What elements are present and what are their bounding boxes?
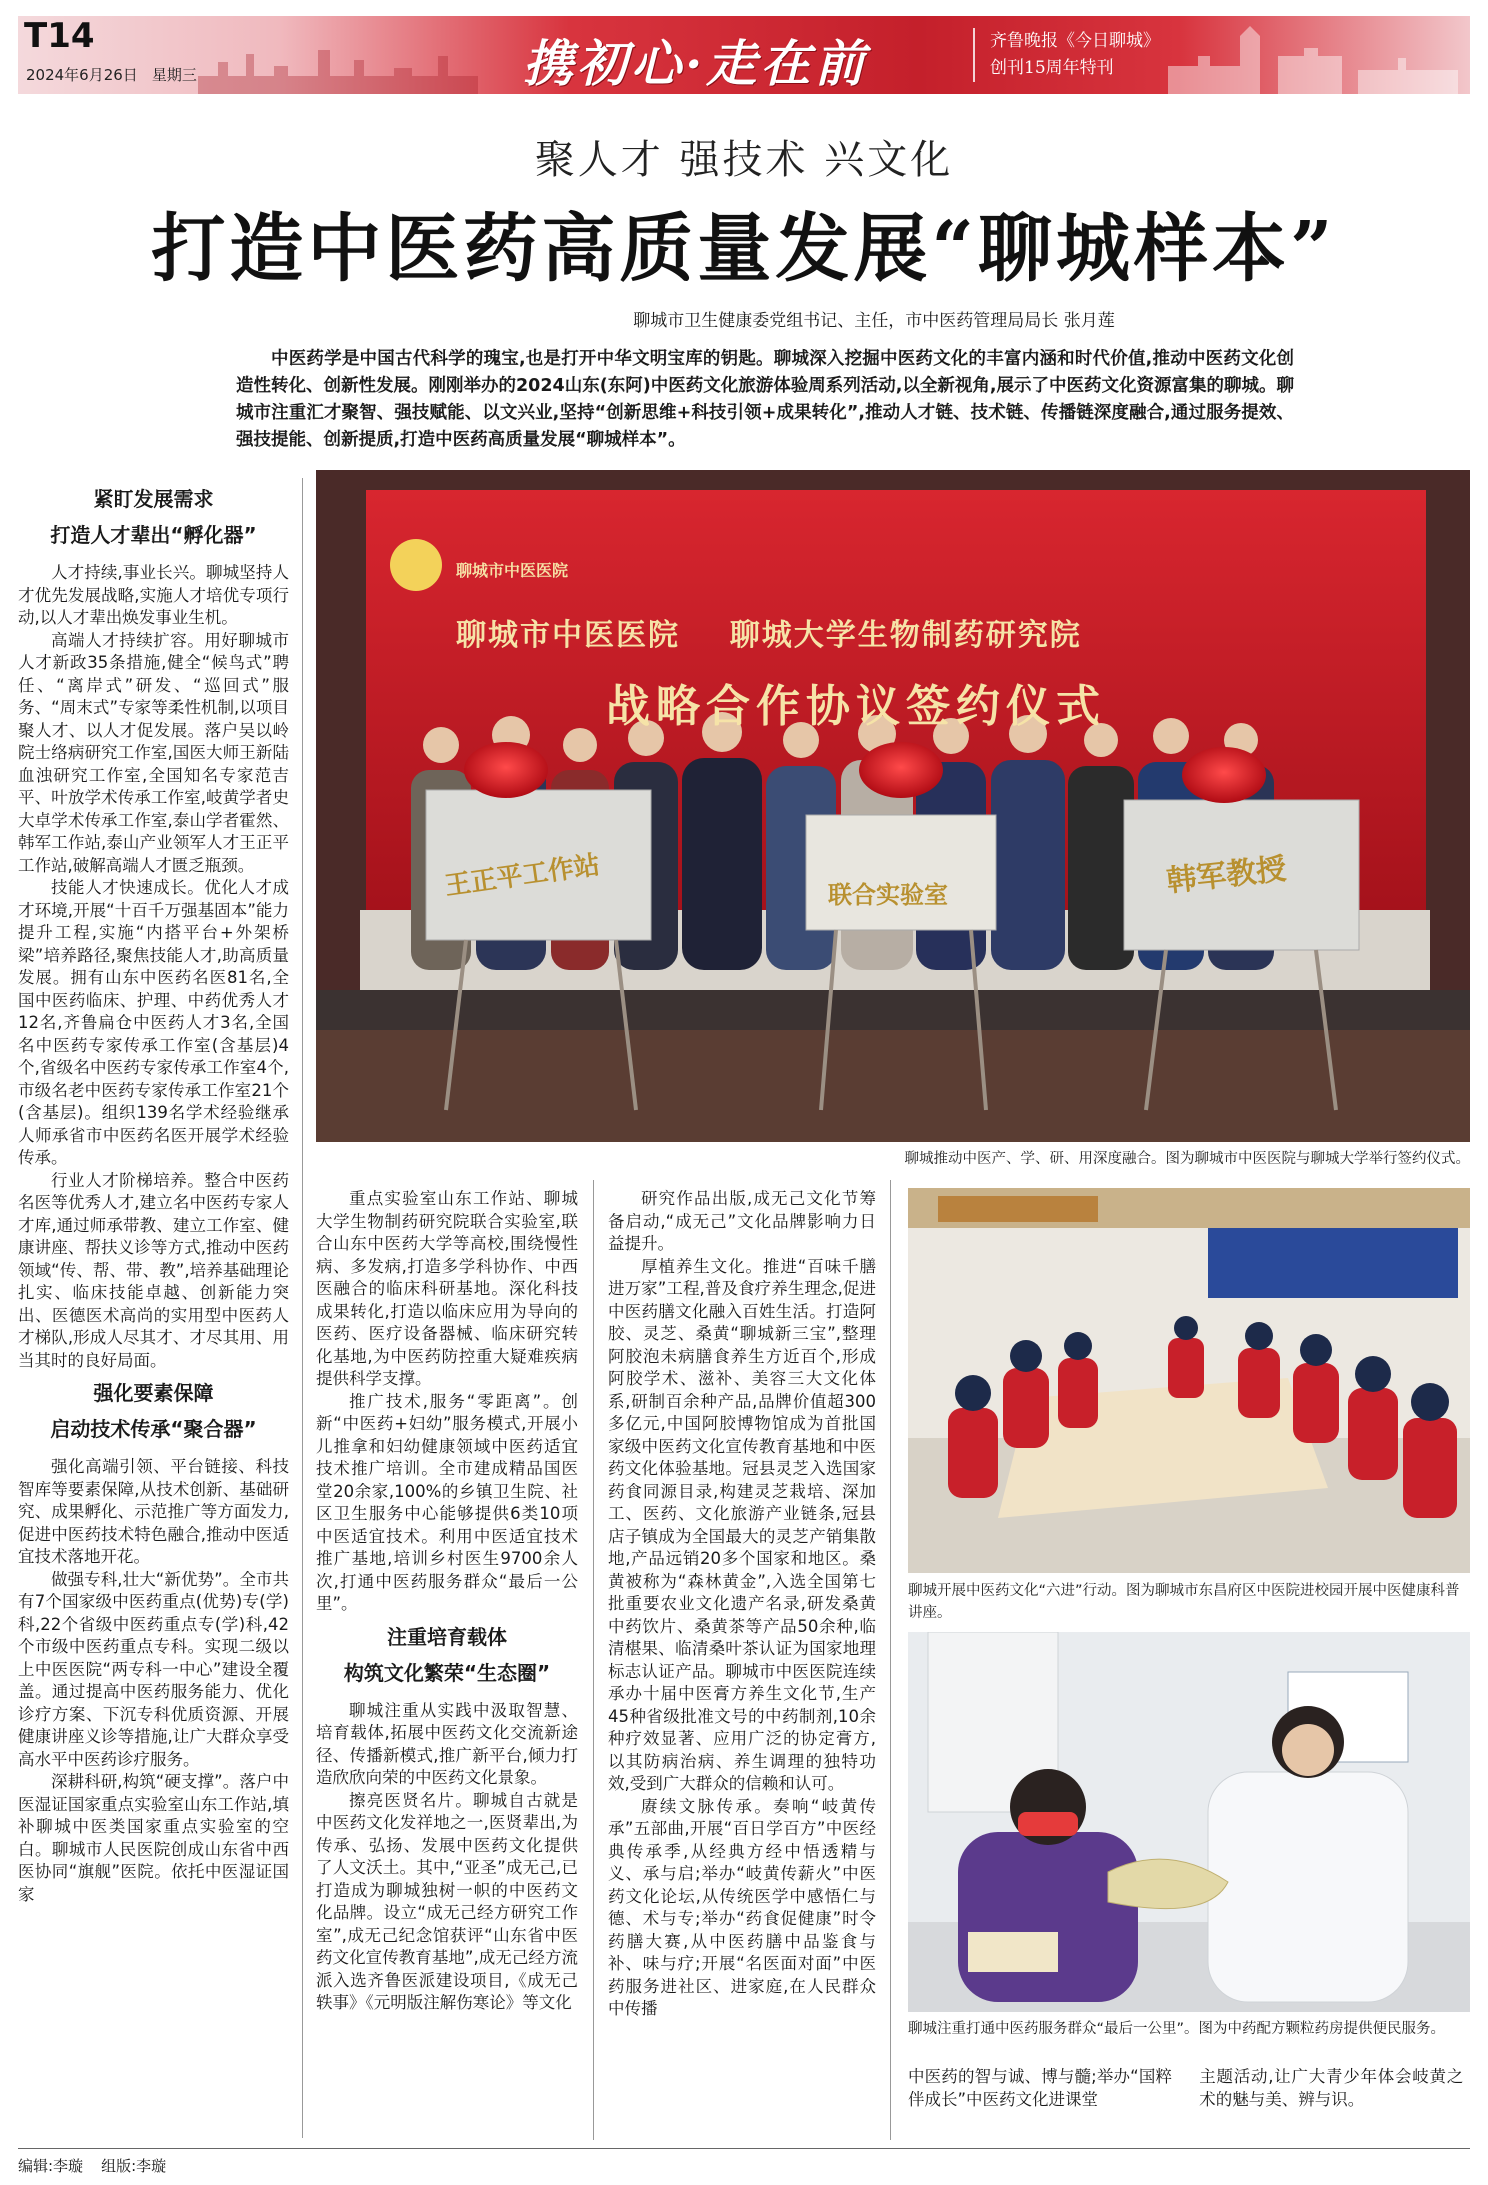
paragraph: 重点实验室山东工作站、聊城大学生物制药研究院联合实验室,联合山东中医药大学等高校,围绕慢性病、多发病,打造多学科协作、中西医融合的临床科研基地。深化科技成果转化,打造以临床应用为导向的医药、医疗设备器械、临床研究转化基地,为中医药防控重大疑难疾病提供科学支撑。: [316, 1189, 578, 1388]
plaque-right-text: 韩军教授: [1164, 851, 1288, 900]
column-divider: [302, 478, 303, 2138]
banner-divider: [973, 28, 975, 82]
plaque-middle-text: 联合实验室: [828, 880, 948, 909]
city-skyline-graphic: [198, 46, 478, 94]
section-2-heading-line1: 强化要素保障: [93, 1381, 214, 1405]
paragraph: 高端人才持续扩容。用好聊城市人才新政35条措施,健全“候鸟式”聘任、“离岸式”研发、“巡回式”服务、“周末式”专家等柔性机制,以项目聚人才、以人才促发展。落户吴以岭院士络病研究工作室,国医大师王新陆血浊研究工作室,全国知名专家范吉平、叶放学术传承工作室,岐黄学者史大卓学术传承工作室,泰山学者霍然、韩军工作站,泰山产业领军人才王正平工作站,破解高端人才匮乏瓶颈。: [18, 630, 289, 875]
section-1-heading-line1: 紧盯发展需求: [93, 487, 214, 511]
column-divider: [593, 1180, 594, 2140]
classroom-lecture-photo: [908, 1188, 1470, 1573]
publication-info: [990, 28, 1160, 82]
article-lead: 中医药学是中国古代科学的瑰宝,也是打开中华文明宝库的钥匙。聊城深入挖掘中医药文化的丰富内涵和时代价值,推动中医药文化创造性转化、创新性发展。刚刚举办的2024山东(东阿)中医药文化旅游体验周系列活动,以全新视角,展示了中医药文化资源富集的聊城。聊城市注重汇才聚智、强技赋能、以文兴业,坚持“创新思维+科技引领+成果转化”,推动人才链、技术链、传播链深度融合,通过服务提效、强技提能、创新提质,打造中医药高质量发展“聊城样本”。: [236, 349, 1294, 450]
special-issue-label: 创刊15周年特刊: [990, 58, 1114, 78]
layout-credit: 组版:李璇: [101, 2157, 167, 2175]
page-number: T14: [24, 16, 95, 56]
tower-skyline-graphic: [1168, 26, 1458, 94]
anniversary-slogan: 携初心·走在前: [523, 34, 869, 93]
section-2-heading-line2: 启动技术传承“聚合器”: [50, 1417, 257, 1441]
section-3-heading-line1: 注重培育载体: [387, 1624, 507, 1649]
paragraph: 强化高端引领、平台链接、科技智库等要素保障,从技术创新、基础研究、成果孵化、示范推广等方面发力,促进中医药技术特色融合,推动中医适宜技术落地开花。: [18, 1457, 289, 1566]
paragraph: 聊城注重从实践中汲取智慧、培育载体,拓展中医药文化交流新途径、传播新模式,推广新平台,倾力打造欣欣向荣的中医药文化景象。: [316, 1700, 578, 1787]
plaque-left-text: 王正平工作站: [443, 850, 602, 902]
publication-name: 齐鲁晚报《今日聊城》: [990, 31, 1160, 51]
masthead-banner: [18, 16, 1470, 94]
paragraph: 擦亮医贤名片。聊城自古就是中医药文化发祥地之一,医贤辈出,为传承、弘扬、发展中医药文化提供了人文沃土。其中,“亚圣”成无己,已打造成为聊城独树一帜的中医药文化品牌。设立“成无己经方研究工作室”,成无己纪念馆获评“山东省中医药文化宣传教育基地”,成无己经方流派入选齐鲁医派建设项目,《成无己轶事》《元明版注解伤寒论》等文化: [316, 1790, 578, 2012]
paragraph: 技能人才快速成长。优化人才成才环境,开展“十百千万强基固本”能力提升工程,实施“内搭平台+外架桥梁”培养路径,聚焦技能人才,助高质量发展。拥有山东中医药名医81名,全国中医药临床、护理、中药优秀人才12名,齐鲁扁仓中医药人才3名,全国名中医药专家传承工作室(含基层)4个,省级名中医药专家传承工作室4个,市级名老中医药专家传承工作室21个(含基层)。组织139名学术经验继承人师承省市中医药名医开展学术经验传承。: [18, 878, 289, 1167]
column-divider: [890, 1180, 891, 2140]
paragraph: 人才持续,事业长兴。聊城坚持人才优先发展战略,实施人才培优专项行动,以人才辈出焕发事业生机。: [18, 563, 289, 627]
main-photo-caption: 聊城推动中医产、学、研、用深度融合。图为聊城市中医医院与聊城大学举行签约仪式。: [904, 1151, 1470, 1167]
classroom-illustration: [908, 1188, 1470, 1573]
pharmacy-illustration: [908, 1632, 1470, 2012]
paragraph: 研究作品出版,成无己文化节筹备启动,“成无己”文化品牌影响力日益提升。: [608, 1189, 876, 1253]
paragraph: 厚植养生文化。推进“百味千膳进万家”工程,普及食疗养生理念,促进中医药膳文化融入百姓生活。打造阿胶、灵芝、桑黄“聊城新三宝”,整理阿胶泡未病膳食养生方近百个,形成阿胶学术、滋补、美容三大文化体系,研制百余种产品,品牌价值超300多亿元,中国阿胶博物馆成为首批国家级中医药文化宣传教育基地和中医药文化体验基地。冠县灵芝入选国家药食同源目录,构建灵芝栽培、深加工、医药、文化旅游产业链条,冠县店子镇成为全国最大的灵芝产销集散地,产品远销20多个国家和地区。桑黄被称为“森林黄金”,入选全国第七批重要农业文化遗产名录,研发桑黄中药饮片、桑黄茶等产品50余种,临清椹果、临清桑叶茶认证为国家地理标志认证产品。聊城市中医医院连续承办十届中医膏方养生文化节,生产45种省级批准文号的中药制剂,10余种疗效显著、应用广泛的协定膏方,以其防病治病、养生调理的独特功效,受到广大群众的信赖和认可。: [608, 1256, 876, 1793]
hospital-logo-text: 聊城市中医医院: [456, 561, 569, 580]
paragraph: 深耕科研,构筑“硬支撑”。落户中医湿证国家重点实验室山东工作站,填补聊城中医类国家重点实验室的空白。聊城市人民医院创成山东省中西医协同“旗舰”医院。依托中医湿证国家: [18, 1772, 289, 1904]
screen-title-line2: 战略合作协议签约仪式: [606, 681, 1106, 732]
paragraph: 推广技术,服务“零距离”。创新“中医药+妇幼”服务模式,开展小儿推拿和妇幼健康领域中医药适宜技术推广培训。全市建成精品国医堂20余家,100%的乡镇卫生院、社区卫生服务中心能够提供6类10项中医适宜技术。利用中医适宜技术推广基地,培训乡村医生9700余人次,打通中医药服务群众“最后一公里”。: [316, 1391, 578, 1613]
author-byline: 聊城市卫生健康委党组书记、主任，市中医药管理局局长 张月莲: [633, 311, 1115, 331]
column-2: [316, 1188, 578, 2015]
section-3-heading-line2: 构筑文化繁荣“生态圈”: [343, 1660, 551, 1685]
page-footer: [18, 2148, 1470, 2176]
issue-date: [26, 64, 211, 85]
article-headline: 打造中医药高质量发展“聊城样本”: [151, 206, 1337, 292]
signing-ceremony-photo: [316, 470, 1470, 1142]
tail-text-left: 中医药的智与诚、博与髓;举办“国粹伴成长”中医药文化进课堂: [908, 2067, 1172, 2109]
classroom-photo-caption: 聊城开展中医药文化“六进”行动。图为聊城市东昌府区中医院进校园开展中医健康科普讲座。: [908, 1583, 1460, 1621]
tail-text-right: 主题活动,让广大青少年体会岐黄之术的魅与美、辨与识。: [1199, 2067, 1464, 2109]
column-4-tail: [908, 2066, 1470, 2111]
paragraph: 赓续文脉传承。奏响“岐黄传承”五部曲,开展“百日学百方”中医经典传承季,从经典方经中悟透精与义、承与启;举办“岐黄传薪火”中医药文化论坛,从传统医学中感悟仁与德、术与专;举办“药食促健康”时令药膳大赛,从中医药膳中品鉴食与补、味与疗;开展“名医面对面”中医药服务进社区、进家庭,在人民群众中传播: [608, 1796, 876, 2018]
pharmacy-photo-caption: 聊城注重打通中医药服务群众“最后一公里”。图为中药配方颗粒药房提供便民服务。: [908, 2021, 1446, 2037]
screen-title-line1: 聊城市中医医院 聊城大学生物制药研究院: [456, 618, 1082, 653]
date-text: 2024年6月26日: [26, 66, 138, 84]
weekday-text: 星期三: [151, 66, 197, 84]
pharmacy-service-photo: [908, 1632, 1470, 2012]
column-1: [18, 478, 289, 1906]
editor-credit: 编辑:李璇: [18, 2157, 84, 2175]
column-3: [608, 1188, 876, 2021]
section-1-heading-line2: 打造人才辈出“孵化器”: [50, 523, 257, 547]
paragraph: 做强专科,壮大“新优势”。全市共有7个国家级中医药重点(优势)专(学)科,22个省级中医药重点专(学)科,42个市级中医药重点专科。实现二级以上中医医院“两专科一中心”建设全覆盖。通过提高中医药服务能力、优化诊疗方案、下沉专科优质资源、开展健康讲座义诊等措施,让广大群众享受高水平中医药诊疗服务。: [18, 1569, 289, 1769]
paragraph: 行业人才阶梯培养。整合中医药名医等优秀人才,建立名中医药专家人才库,通过师承带教、建立工作室、健康讲座、帮扶义诊等方式,推动中医药领域“传、帮、带、教”,培养基础理论扎实、临床技能卓越、创新能力突出、医德医术高尚的实用型中医药人才梯队,形成人尽其才、才尽其用、用当其时的良好局面。: [18, 1170, 289, 1370]
article-subhead: 聚人才 强技术 兴文化: [534, 137, 954, 183]
